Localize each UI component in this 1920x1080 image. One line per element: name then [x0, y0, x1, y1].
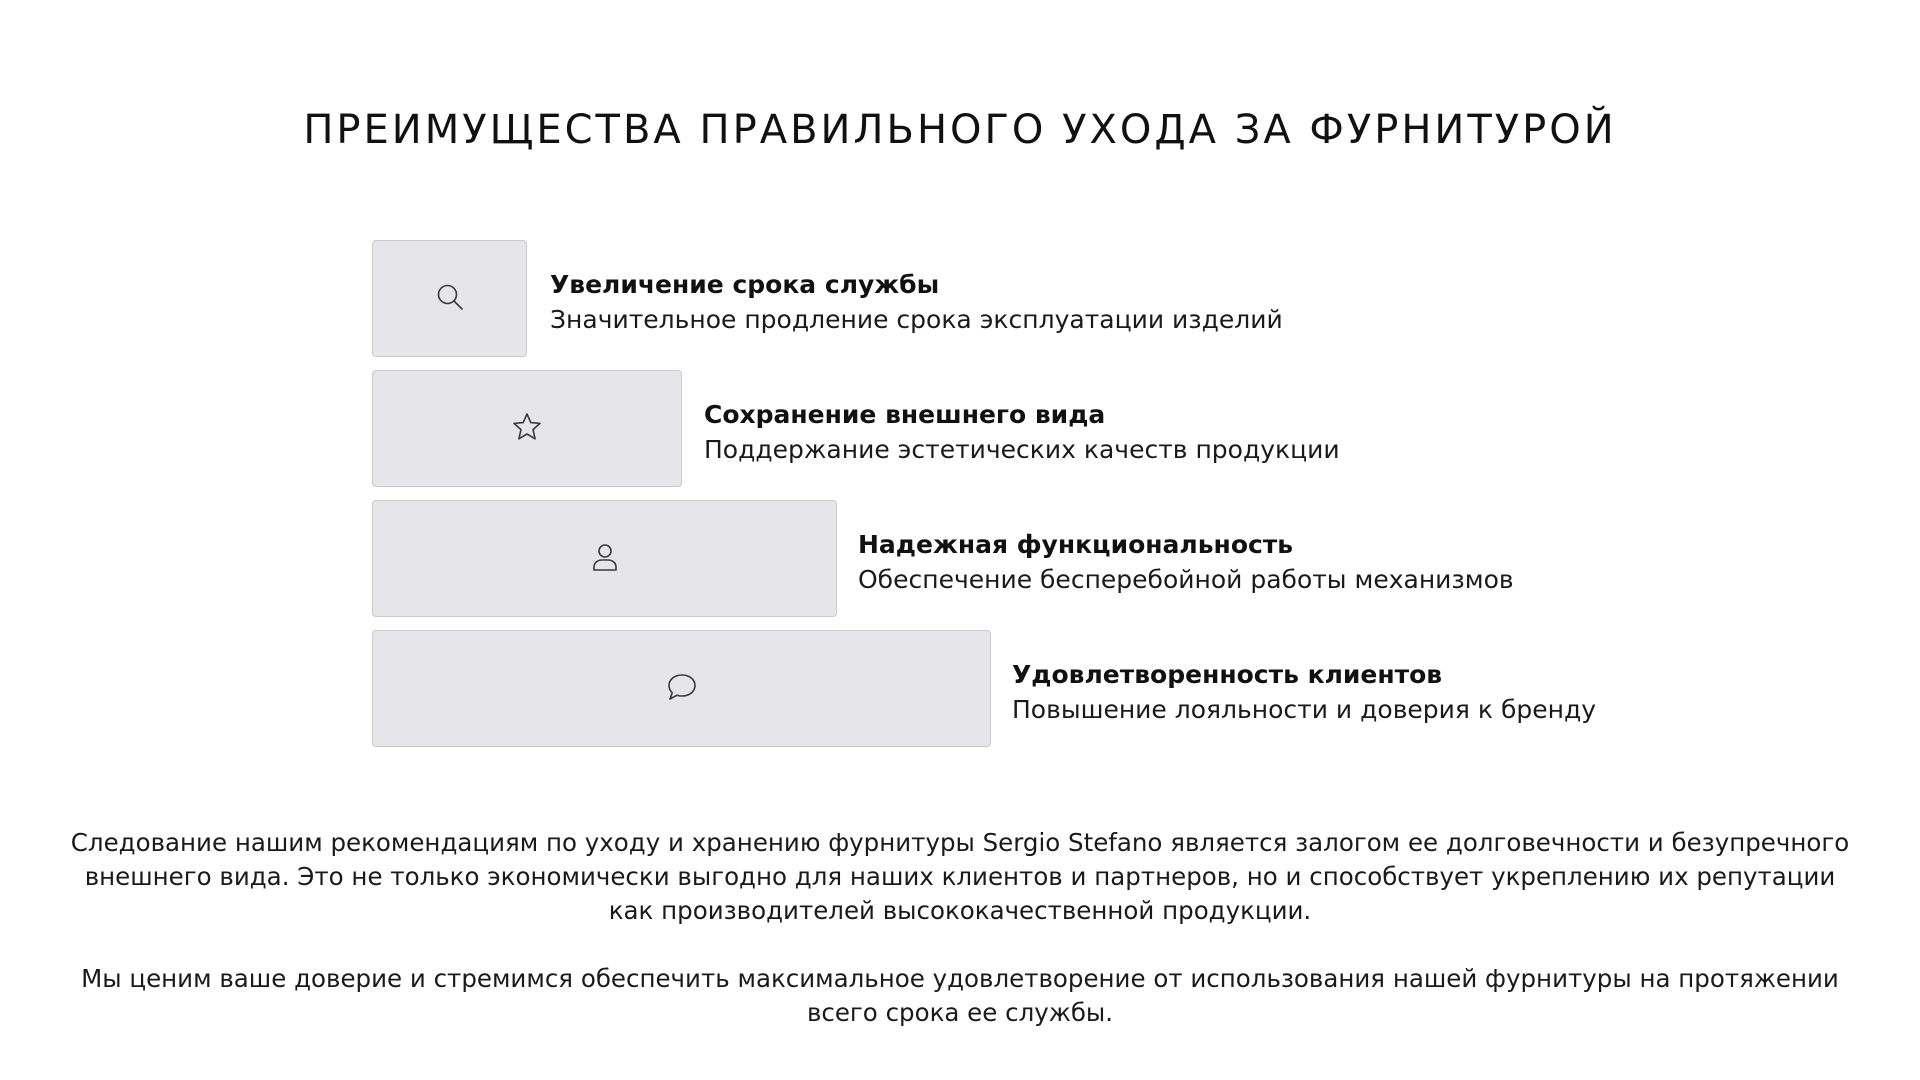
benefit-heading: Надежная функциональность [858, 530, 1294, 559]
benefit-description: Значительное продление срока эксплуатации изделий [550, 305, 1283, 334]
benefit-box [372, 370, 682, 487]
benefit-text [550, 268, 1283, 338]
benefit-description: Повышение лояльности и доверия к бренду [1012, 695, 1597, 724]
benefit-box [372, 240, 527, 357]
benefit-heading: Сохранение внешнего вида [704, 400, 1106, 429]
benefit-text [1012, 658, 1596, 728]
page-title: ПРЕИМУЩЕСТВА ПРАВИЛЬНОГО УХОДА ЗА ФУРНИТУРОЙ [303, 107, 1617, 153]
body-paragraph: Мы ценим ваше доверие и стремимся обеспечить максимальное удовлетворение от использования нашей фурнитуры на протяжении всего срока ее службы. [81, 964, 1839, 1027]
benefit-heading: Увеличение срока службы [550, 270, 940, 299]
benefit-description: Поддержание эстетических качеств продукции [704, 435, 1340, 464]
body-paragraph: Следование нашим рекомендациям по уходу и хранению фурнитуры Sergio Stefano является залогом ее долговечности и безупречного внешнего вида. Это не только экономически выгодно для наших клиентов и партнеров, но и способствует укреплению их репутации как производителей высококачественной продукции. [70, 828, 1850, 925]
benefit-box [372, 500, 837, 617]
benefit-heading: Удовлетворенность клиентов [1012, 660, 1443, 689]
user-icon [589, 541, 621, 577]
benefit-box [372, 630, 991, 747]
search-icon [434, 281, 466, 317]
benefit-description: Обеспечение бесперебойной работы механизмов [858, 565, 1514, 594]
benefit-text [704, 398, 1340, 468]
chat-bubble-icon [666, 671, 698, 707]
star-icon [511, 411, 543, 447]
benefit-text [858, 528, 1514, 598]
